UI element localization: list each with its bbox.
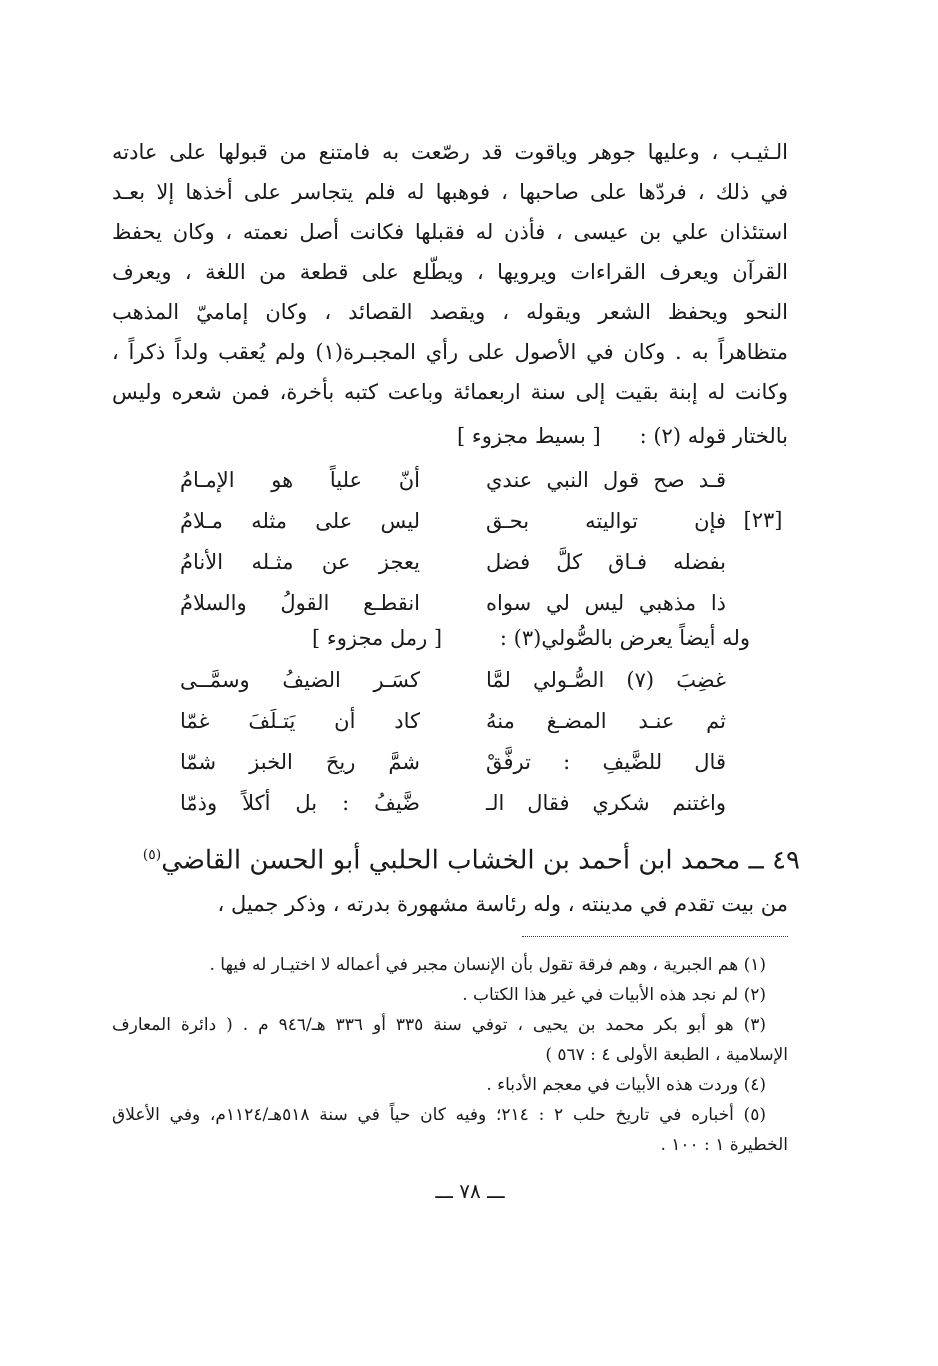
poem-block — [150, 460, 750, 624]
prose-line: الـثيـب ، وعليها جوهر وياقوت قد رصّعت به فامتنع من قبولها على عادته — [112, 140, 788, 164]
prose-line: متظاهراً به . وكان في الأصول على رأي المجبـرة(١) ولم يُعقب ولداً ذكراً ، — [112, 340, 788, 364]
verse-second-hemistich: كسَـر الضيفُ وسمَّــى — [180, 668, 420, 692]
verse — [150, 783, 750, 824]
entry-heading-text: ٤٩ ــ محمد ابن أحمد بن الخشاب الحلبي أبو الحسن القاضي — [161, 845, 800, 876]
verse-first-hemistich: ذا مذهبي ليس لي سواه — [486, 591, 726, 615]
meter-label: [ بسيط مجزوء ] — [457, 424, 601, 448]
poem-intro-text: وله أيضاً يعرض بالصُّولي(٣) : — [499, 626, 750, 650]
verse-second-hemistich: يعجز عن مثـله الأنامُ — [180, 550, 420, 574]
verse-first-hemistich: غضِبَ (٧) الصُّـولي لمَّا — [486, 668, 727, 692]
verse-second-hemistich: شمَّ ريحَ الخبز شمّا — [180, 750, 420, 774]
footnote-marker: (٥) — [142, 847, 162, 863]
verse-number: [٢٣] — [743, 508, 783, 532]
verse-second-hemistich: انقطـع القولُ والسلامُ — [180, 591, 420, 615]
verse — [150, 460, 750, 501]
prose-line: استئذان علي بن عيسى ، فأذن له فقبلها فكانت أصل نعمته ، وكان يحفظ — [112, 220, 788, 244]
verse-second-hemistich: ضَّيفُ : بل أكلاً وذمّا — [180, 791, 420, 815]
verse-second-hemistich: أنّ علياً هو الإمـامُ — [180, 468, 420, 492]
footnote: (٢) لم نجد هذه الأبيات في غير هذا الكتاب . — [462, 985, 766, 1005]
prose-line: وكانت له إبنة بقيت إلى سنة اربعمائة وباعت كتبه بأخرة، فمن شعره وليس — [112, 380, 788, 404]
verse — [150, 701, 750, 742]
verse — [150, 501, 750, 542]
prose-paragraph — [112, 132, 788, 412]
footnote-continuation: الخطيرة ١ : ١٠٠ . — [660, 1135, 788, 1155]
verse-second-hemistich: ليس على مثله مـلامُ — [180, 509, 420, 533]
verse — [150, 742, 750, 783]
prose-line: النحو ويحفظ الشعر ويقوله ، ويقصد القصائد ، وكان إماميّ المذهب — [112, 300, 788, 324]
verse-first-hemistich: قـد صح قول النبي عندي — [486, 468, 726, 492]
entry-heading — [140, 830, 800, 880]
footnote: (١) هم الجبرية ، وهم فرقة تقول بأن الإنسان مجبر في أعماله لا اختيـار له فيها . — [209, 955, 766, 975]
meter-label: [ رمل مجزوء ] — [312, 626, 443, 650]
page-number: ـــ ٧٨ ـــ — [435, 1179, 505, 1203]
verse-first-hemistich: واغتنم شكري فقال الـ — [486, 791, 726, 815]
footnote-continuation: الإسلامية ، الطبعة الأولى ٤ : ٥٦٧ ) — [545, 1045, 788, 1065]
prose-line: القرآن ويعرف القراءات ويرويها ، ويطّلع على قطعة من اللغة ، ويعرف — [112, 260, 788, 284]
verse-first-hemistich: ثم عنـد المضـغ منهُ — [486, 709, 726, 733]
poem-intro-text: بالختار قوله (٢) : — [639, 424, 788, 448]
footnote: (٣) هو أبو بكر محمد بن يحيى ، توفي سنة ٣٣٥ أو ٣٣٦ هـ/٩٤٦ م . ( دائرة المعارف — [112, 1015, 767, 1035]
entry-text: من بيت تقدم في مدينته ، وله رئاسة مشهورة بدرته ، وذكر جميل ، — [217, 892, 788, 916]
poem-intro-line — [112, 618, 788, 658]
verse — [150, 660, 750, 701]
footnote-divider — [522, 936, 788, 937]
verse — [150, 542, 750, 583]
verse-first-hemistich: فإن تواليته بحـق — [486, 509, 726, 533]
verse-first-hemistich: قال للضَّيفِ : ترفَّقْ — [486, 750, 726, 774]
verse-second-hemistich: كاد أن يَتـلَفَ غمّا — [180, 709, 420, 733]
footnotes — [112, 950, 788, 1160]
prose-line: في ذلك ، فردّها على صاحبها ، فوهبها له فلم يتجاسر على أخذها إلا بعـد — [112, 180, 788, 204]
poem-intro-line — [112, 416, 788, 456]
verse-first-hemistich: بفضله فـاق كلَّ فضل — [486, 550, 726, 574]
poem-block — [150, 660, 750, 824]
footnote: (٤) وردت هذه الأبيات في معجم الأدباء . — [486, 1075, 766, 1095]
footnote: (٥) أخباره في تاريخ حلب ٢ : ٢١٤؛ وفيه كان حياً في سنة ٥١٨هـ/١١٢٤م، وفي الأعلاق — [112, 1105, 766, 1125]
